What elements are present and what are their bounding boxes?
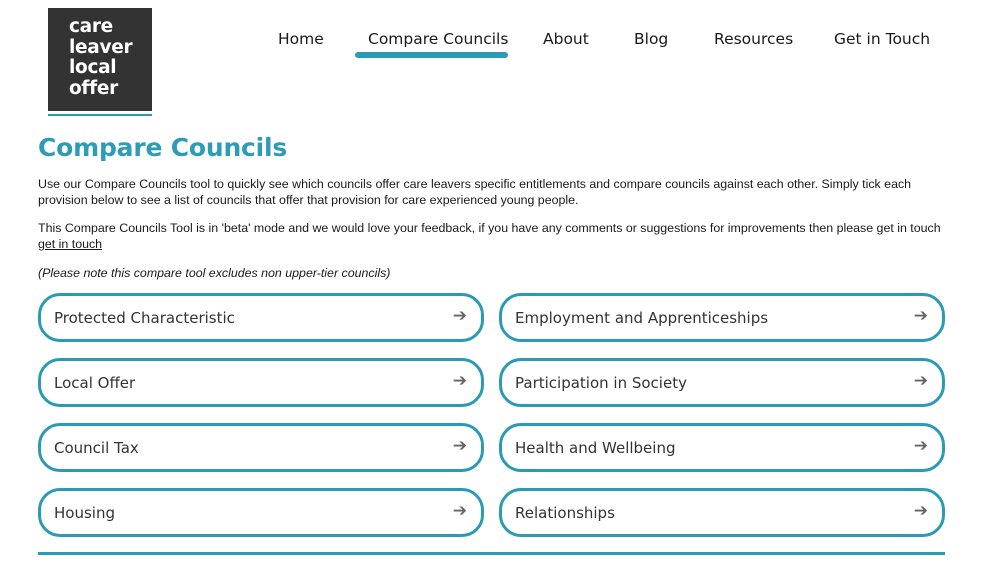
nav-active-indicator [355,52,508,58]
arrow-right-icon: ➔ [913,306,928,326]
category-health-and-wellbeing[interactable] [499,423,945,472]
beta-text: This Compare Councils Tool is in 'beta' mode and we would love your feedback, if you have any comments or suggestions for improvements then please get in touch [38,221,941,235]
logo-underline [48,114,152,116]
category-relationships[interactable] [499,488,945,537]
category-local-offer[interactable] [38,358,484,407]
arrow-right-icon: ➔ [913,436,928,456]
category-employment-and-apprenticeships[interactable] [499,293,945,342]
beta-paragraph [38,220,958,252]
intro-paragraph: Use our Compare Councils tool to quickly see which councils offer care leavers specific entitlements and compare councils against each other. Simply tick each provision below to see a list of councils that offer that provision for care experienced young people. [38,177,912,207]
get-in-touch-link[interactable]: get in touch [38,237,103,251]
site-logo[interactable] [48,8,152,114]
category-council-tax[interactable] [38,423,484,472]
arrow-right-icon: ➔ [452,501,467,521]
category-label: Council Tax [54,439,139,457]
nav-item-compare-councils[interactable]: Compare Councils [368,30,509,48]
nav-item-about[interactable]: About [543,30,589,48]
category-label: Protected Characteristic [54,309,235,327]
arrow-right-icon: ➔ [452,306,467,326]
logo-line: care [69,16,113,37]
arrow-right-icon: ➔ [452,436,467,456]
category-label: Local Offer [54,374,136,392]
nav-item-resources[interactable]: Resources [714,30,794,48]
category-label: Relationships [515,504,615,522]
page-title: Compare Councils [38,133,288,162]
arrow-right-icon: ➔ [913,501,928,521]
nav-item-blog[interactable]: Blog [634,30,669,48]
section-divider [38,552,945,555]
category-housing[interactable] [38,488,484,537]
category-label: Housing [54,504,115,522]
arrow-right-icon: ➔ [913,371,928,391]
category-participation-in-society[interactable] [499,358,945,407]
category-label: Employment and Apprenticeships [515,309,769,327]
category-label: Health and Wellbeing [515,439,676,457]
tool-note: (Please note this compare tool excludes non upper-tier councils) [38,266,391,280]
logo-line: leaver [69,36,133,58]
logo-line: local [69,57,117,78]
category-protected-characteristic[interactable] [38,293,484,342]
nav-item-get-in-touch[interactable]: Get in Touch [834,30,931,48]
category-label: Participation in Society [515,374,687,392]
logo-line: offer [69,77,118,99]
nav-item-home[interactable]: Home [278,30,324,48]
arrow-right-icon: ➔ [452,371,467,391]
